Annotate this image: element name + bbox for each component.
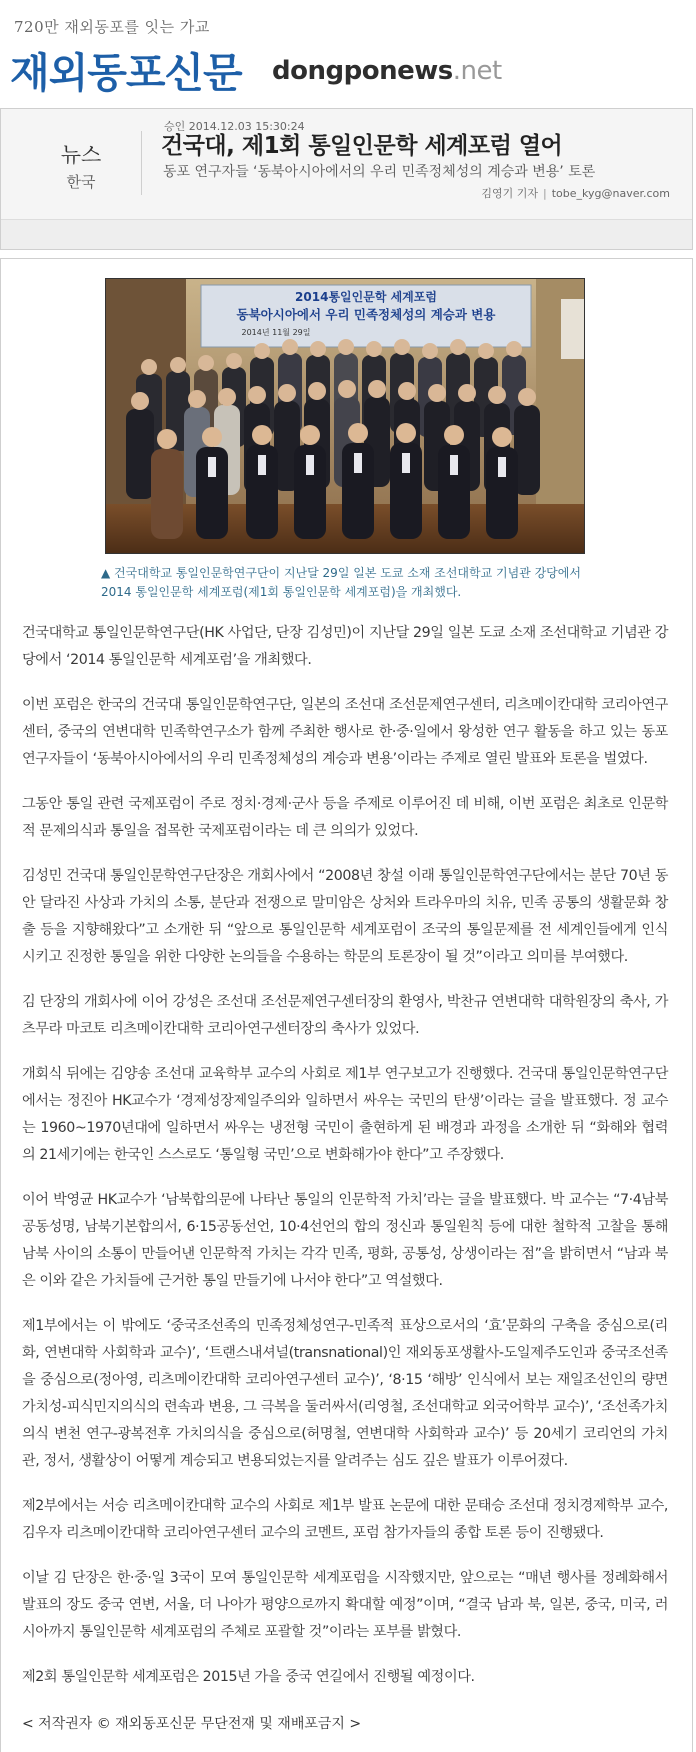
group-photo-illustration	[106, 279, 585, 554]
masthead-slogan: 720만 재외동포를 잇는 가교	[14, 18, 210, 36]
article-title: 건국대, 제1회 통일인문학 세계포럼 열어	[161, 133, 563, 159]
banner-line-3: 2014년 11월 29일	[241, 328, 311, 337]
body-paragraph: 김 단장의 개회사에 이어 강성은 조선대 조선문제연구센터장의 환영사, 박찬규 연변대학 대학원장의 축사, 가츠무라 마코토 리츠메이칸대학 코리아연구센터장의 축사가 있었다.	[22, 994, 668, 1037]
section-label	[41, 139, 121, 192]
article-header-main	[1, 109, 692, 219]
subsection-name[interactable]: 한국	[66, 173, 96, 191]
body-paragraph: 제1부에서는 이 밖에도 ‘중국조선족의 민족정체성연구-민족적 표상으로서의 ‘효’문화의 구축을 중심으로(리 화, 연변대학 사회학과 교수)’, ‘트랜스내셔널(transnational)인 재외동포생활사-도일제주도인과 중국조선족을 중심으로(정아영, 리츠메이칸대학 코리아연구센터 교수)’, ‘8·15 ‘해방’ 인식에서 보는 재일조선인의 량면가치성-피식민지의식의 련속과 변용, 그 극복을 둘러싸서(리영철, 조선대학교 외국어학부 교수)’, ‘조선족가치의식 변천 연구-광복전후 가치의식을 중심으로(허명철, 연변대학 사회학과 교수)’ 등 20세기 코리언의 가치관, 정서, 생활상이 어떻게 계승되고 변용되었는지를 알려주는 심도 깊은 발표가 이루어졌다.	[22, 1318, 668, 1469]
copyright-notice: < 저작권자 © 재외동포신문 무단전재 및 재배포금지 >	[22, 1716, 362, 1732]
body-paragraph: 그동안 통일 관련 국제포럼이 주로 정치·경제·군사 등을 주제로 이루어진 데 비해, 이번 포럼은 최초로 인문학적 문제의식과 통일을 접목한 국제포럼이라는 데 큰 의의가 있었다.	[22, 796, 668, 839]
body-paragraph: 이어 박영균 HK교수가 ‘남북합의문에 나타난 통일의 인문학적 가치’라는 글을 발표했다. 박 교수는 “7·4남북공동성명, 남북기본합의서, 6·15공동선언, 10·4선언의 합의 정신과 통일원칙 등에 대한 철학적 고찰을 통해 남북 사이의 소통이 만들어낸 인문학적 가치는 각각 민족, 평화, 공통성, 상생이라는 점”을 밝히면서 “남과 북은 이와 같은 가치들에 근거한 통일 만들기에 나서야 한다”고 역설했다.	[22, 1192, 668, 1289]
body-paragraph: 이날 김 단장은 한·중·일 3국이 모여 통일인문학 세계포럼을 시작했지만, 앞으로는 “매년 행사를 정례화해서 발표의 장도 중국 연변, 서울, 더 나아가 평양으로까지 확대할 예정”이며, “결국 남과 북, 일본, 중국, 미국, 러시아까지 통일인문학 세계포럼의 주체로 포괄할 것”이라는 포부를 밝혔다.	[22, 1570, 668, 1640]
section-name[interactable]: 뉴스	[60, 143, 102, 167]
reporter-email[interactable]: tobe_kyg@naver.com	[551, 187, 670, 200]
approved-timestamp: 승인 2014.12.03 15:30:24	[164, 120, 305, 133]
byline-separator: |	[543, 187, 547, 200]
photo-caption: ▲ 건국대학교 통일인문학연구단이 지난달 29일 일본 도쿄 소재 조선대학교 기념관 강당에서 2014 통일인문학 세계포럼(제1회 통일인문학 세계포럼)을 개최했다.	[101, 566, 581, 599]
article-subtitle: 동포 연구자들 ‘동북아시아에서의 우리 민족정체성의 계승과 변용’ 토론	[163, 164, 596, 180]
body-paragraph: 개회식 뒤에는 김양송 조선대 교육학부 교수의 사회로 제1부 연구보고가 진행했다. 건국대 통일인문학연구단에서는 정진아 HK교수가 ‘경제성장제일주의와 일하면서 싸우는 국민의 탄생’이라는 글을 발표했다. 정 교수는 1960~1970년대에 일하면서 싸우는 냉전형 국민이 출현하게 된 배경과 과정을 소개한 뒤 “화해와 협력의 21세기에는 한국인 스스로도 ‘통일형 국민’으로 변화해가야 한다”고 주장했다.	[22, 1066, 668, 1163]
site-logo[interactable]: 재외동포신문	[10, 49, 242, 97]
site-domain-main: dongponews	[272, 56, 453, 86]
header-divider	[141, 131, 142, 195]
body-paragraph: 건국대학교 통일인문학연구단(HK 사업단, 단장 김성민)이 지난달 29일 일본 도쿄 소재 조선대학교 기념관 강당에서 ‘2014 통일인문학 세계포럼’을 개최했다.	[22, 625, 668, 668]
banner-line-1: 2014통일인문학 세계포럼	[295, 290, 437, 304]
body-paragraph: 김성민 건국대 통일인문학연구단장은 개회사에서 “2008년 창설 이래 통일인문학연구단에서는 분단 70년 동안 달라진 사상과 가치의 소통, 분단과 전쟁으로 말미암은 상처와 트라우마의 치유, 민족 공통의 생활문화 창출 등을 지향해왔다”고 소개한 뒤 “앞으로 통일인문학 세계포럼이 조국의 통일문제를 전 세계인들에게 인식시키고 진정한 통일을 위한 다양한 논의들을 수용하는 학문의 토론장이 될 것”이라고 의미를 부여했다.	[22, 868, 668, 965]
article-meta-bar	[1, 219, 692, 249]
article-header	[0, 108, 693, 250]
body-paragraph: 이번 포럼은 한국의 건국대 통일인문학연구단, 일본의 조선대 조선문제연구센터, 리츠메이칸대학 코리아연구센터, 중국의 연변대학 민족학연구소가 함께 주최한 행사로 한·중·일에서 왕성한 연구 활동을 하고 있는 동포 연구자들이 ‘동북아시아에서의 우리 민족정체성의 계승과 변용’이라는 주제로 열린 발표와 토론을 벌였다.	[22, 697, 668, 767]
body-paragraph: 제2부에서는 서승 리츠메이칸대학 교수의 사회로 제1부 발표 논문에 대한 문태승 조선대 정치경제학부 교수, 김우자 리츠메이칸대학 코리아연구센터 교수의 코멘트, 포럼 참가자들의 종합 토론 등이 진행됐다.	[22, 1498, 668, 1541]
site-domain-tld: .net	[452, 56, 502, 86]
body-paragraph: 제2회 통일인문학 세계포럼은 2015년 가을 중국 연길에서 진행될 예정이다.	[22, 1669, 475, 1685]
site-domain[interactable]	[272, 56, 502, 86]
article-body	[22, 620, 668, 1709]
article-photo[interactable]	[105, 278, 585, 554]
masthead	[0, 0, 696, 106]
reporter-name: 김영기 기자	[481, 187, 539, 200]
banner-line-2: 동북아시아에서 우리 민족정체성의 계승과 변용	[236, 307, 496, 322]
byline	[481, 185, 670, 201]
